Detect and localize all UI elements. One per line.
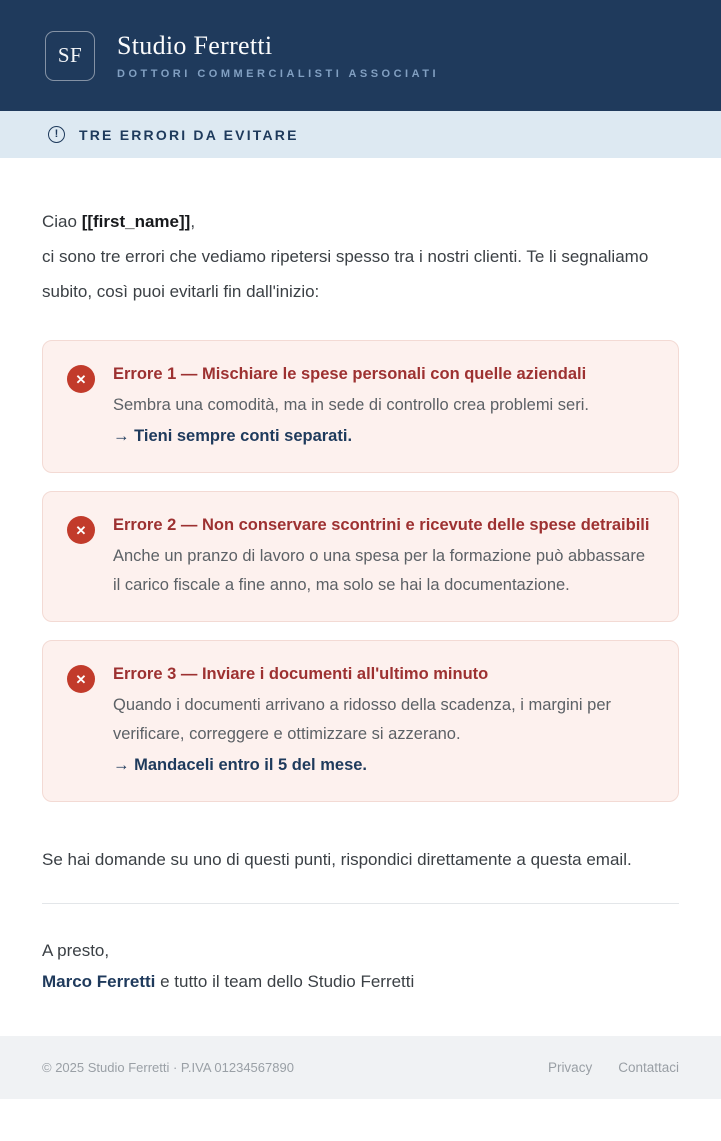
copyright-text: © 2025 Studio Ferretti · P.IVA 01234567890	[42, 1060, 294, 1075]
error-card-content	[113, 662, 654, 780]
error-1-body: Sembra una comodità, ma in sede di controllo crea problemi seri.	[113, 396, 589, 414]
sender-name: Marco Ferretti	[42, 972, 156, 991]
banner-title: TRE ERRORI DA EVITARE	[79, 126, 299, 143]
error-x-icon: ✕	[67, 665, 95, 693]
error-x-icon: ✕	[67, 516, 95, 544]
error-card-list	[42, 340, 679, 802]
intro-text: ci sono tre errori che vediamo ripetersi spesso tra i nostri clienti. Te li segnaliamo subito, così puoi evitarli fin dall'inizio:	[42, 247, 649, 301]
signoff	[42, 935, 679, 997]
brand-logo-initials: SF	[57, 43, 83, 67]
error-card-1	[42, 340, 679, 473]
signoff-line2	[42, 966, 679, 997]
error-2-title: Errore 2 — Non conservare scontrini e ricevute delle spese detraibili	[113, 516, 650, 534]
signoff-line1: A presto,	[42, 941, 110, 960]
error-1-title: Errore 1 — Mischiare le spese personali con quelle aziendali	[113, 365, 587, 383]
brand-name: Studio Ferretti	[117, 31, 273, 60]
error-card-3	[42, 640, 679, 802]
error-3-body: Quando i documenti arrivano a ridosso della scadenza, i margini per verificare, correggere e ottimizzare si azzerano.	[113, 696, 612, 743]
error-card-content	[113, 513, 654, 600]
greeting-suffix: ,	[190, 212, 196, 231]
signoff-rest: e tutto il team dello Studio Ferretti	[155, 972, 415, 991]
greeting-prefix: Ciao	[42, 212, 82, 231]
outro-paragraph: Se hai domande su uno di questi punti, rispondici direttamente a questa email.	[42, 850, 632, 869]
error-3-tip: → Mandaceli entro il 5 del mese.	[113, 756, 368, 774]
error-card-content	[113, 362, 654, 451]
contact-link[interactable]: Contattaci	[618, 1060, 679, 1075]
info-circle-icon: !	[48, 126, 65, 143]
topic-banner	[0, 111, 721, 158]
privacy-link[interactable]: Privacy	[547, 1060, 593, 1075]
divider	[42, 903, 679, 904]
footer-links	[548, 1060, 679, 1075]
email-header	[0, 0, 721, 111]
error-3-title: Errore 3 — Inviare i documenti all'ultimo minuto	[113, 665, 489, 683]
brand-tagline: DOTTORI COMMERCIALISTI ASSOCIATI	[117, 68, 440, 80]
email-footer	[0, 1036, 721, 1099]
intro-paragraph	[42, 204, 679, 309]
error-1-tip: → Tieni sempre conti separati.	[113, 427, 353, 445]
error-x-icon: ✕	[67, 365, 95, 393]
error-card-2	[42, 491, 679, 622]
email-body	[0, 158, 721, 1036]
brand-text	[117, 31, 439, 80]
brand-logo	[45, 31, 95, 81]
first-name-placeholder: [[first_name]]	[81, 212, 191, 231]
error-2-body: Anche un pranzo di lavoro o una spesa per la formazione può abbassare il carico fiscale a fine anno, ma solo se hai la documentazione.	[113, 547, 646, 594]
